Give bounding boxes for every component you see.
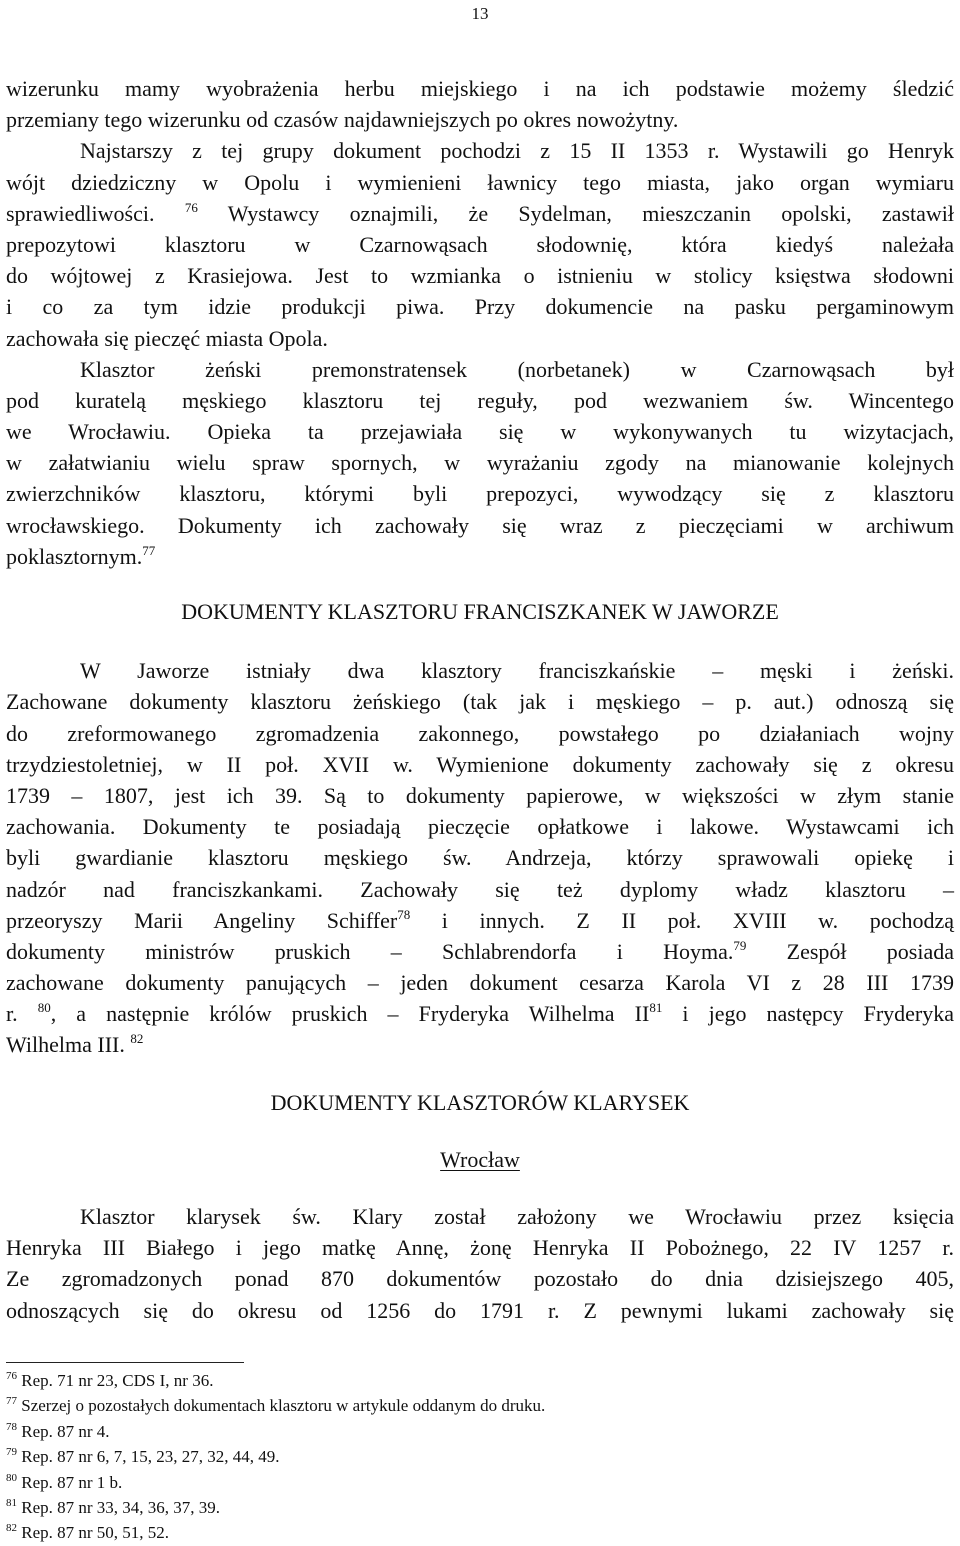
text-line: wizerunku mamy wyobrażenia herbu miejskiego i na ich podstawie możemy śledzić (6, 76, 954, 101)
footnote-ref-80[interactable]: 80 (37, 1000, 51, 1016)
footnote-number: 81 (6, 1496, 17, 1509)
footnote-text: Rep. 87 nr 33, 34, 36, 37, 39. (17, 1497, 221, 1517)
footnote (6, 1368, 954, 1393)
text-line: W Jaworze istniały dwa klasztory franciszkańskie – męski i żeński. (80, 658, 954, 684)
text-run: i jego następcy Fryderyka (662, 1001, 954, 1027)
text-line: Klasztor klarysek św. Klary został założony we Wrocławiu przez księcia (80, 1204, 954, 1229)
text-line: zachowała się pieczęć miasta Opola. (6, 325, 328, 351)
text-line: i co za tym idzie produkcji piwa. Przy dokumencie na pasku pergaminowym (6, 294, 954, 320)
footnote (6, 1495, 954, 1520)
text-run: przeoryszy Marii Angeliny Schiffer (6, 907, 398, 933)
footnote-text: Rep. 87 nr 6, 7, 15, 23, 27, 32, 44, 49. (17, 1447, 280, 1467)
text-run: sprawiedliwości. (6, 200, 185, 226)
section-heading: DOKUMENTY KLASZTORÓW KLARYSEK (270, 1089, 690, 1115)
footnote-ref-82[interactable]: 82 (130, 1031, 144, 1047)
text-run: i innych. Z II poł. XVIII w. pochodzą (410, 907, 955, 933)
text-line: Ze zgromadzonych ponad 870 dokumentów pozostało do dnia dzisiejszego 405, (6, 1266, 954, 1292)
text-run: dokumenty ministrów pruskich – Schlabrendorfa i Hoyma. (6, 938, 734, 964)
text-line: wójt dziedziczny w Opolu i wymienieni ławnicy tego miasta, jako organ wymiaru (6, 169, 954, 195)
footnote-text: Rep. 71 nr 23, CDS I, nr 36. (17, 1371, 214, 1390)
page-number: 13 (471, 4, 489, 23)
text-line: Klasztor żeński premonstratensek (norbetanek) w Czarnowąsach był (80, 356, 954, 382)
footnote-text: Rep. 87 nr 4. (17, 1421, 110, 1441)
footnote-number: 77 (6, 1395, 17, 1408)
footnote-number: 78 (6, 1420, 17, 1433)
subheading-text: Wrocław (440, 1146, 520, 1172)
text-run: r. (6, 1001, 38, 1027)
text-line: wrocławskiego. Dokumenty ich zachowały się wraz z pieczęciami w archiwum (6, 512, 954, 538)
footnote-ref-77[interactable]: 77 (142, 542, 156, 558)
text-line: prepozytowi klasztoru w Czarnowąsach słodownię, która kiedyś należała (6, 231, 954, 257)
spacer (6, 572, 954, 596)
footnote-ref-81[interactable]: 81 (649, 1000, 663, 1016)
footnote-number: 82 (6, 1522, 17, 1535)
text-line: Henryka III Białego i jego matkę Annę, żonę Henryka II Pobożnego, 22 IV 1257 r. (6, 1235, 954, 1261)
text-run: Zespół posiada (746, 938, 954, 964)
text-line: Najstarszy z tej grupy dokument pochodzi z 15 II 1353 r. Wystawili go Henryk (80, 138, 954, 164)
footnote-ref-79[interactable]: 79 (733, 937, 747, 953)
footnote-ref-78[interactable]: 78 (397, 906, 411, 922)
text-line: we Wrocławiu. Opieka ta przejawiała się w wykonywanych tu wizytacjach, (6, 419, 954, 445)
text-line: trzydziestoletniej, w II poł. XVII w. Wymienione dokumenty zachowały się z okresu (6, 751, 954, 777)
footnote-ref-76[interactable]: 76 (184, 199, 198, 215)
subsection-heading (6, 1144, 954, 1175)
text-line: do zreformowanego zgromadzenia zakonnego, powstałego po działaniach wojny (6, 720, 954, 746)
text-line: byli gwardianie klasztoru męskiego św. Andrzeja, którzy sprawowali opiekę i (6, 845, 954, 871)
text-line: w załatwianiu wielu spraw spornych, w wyrażaniu zgody na mianowanie kolejnych (6, 450, 954, 476)
text-run: Wystawcy oznajmili, że Sydelman, mieszczanin opolski, zastawił (197, 200, 954, 226)
footnote-number: 79 (6, 1446, 17, 1459)
spacer (6, 627, 954, 655)
section-heading: DOKUMENTY KLASZTORU FRANCISZKANEK W JAWORZE (181, 599, 779, 624)
body-text (6, 73, 954, 1326)
text-line: zachowane dokumenty panujących – jeden dokument cesarza Karola VI z 28 III 1739 (6, 970, 954, 996)
text-line: odnoszących się do okresu od 1256 do 1791 r. Z pewnymi lukami zachowały się (6, 1297, 954, 1323)
text-line (6, 1029, 954, 1060)
footnotes (6, 1368, 954, 1546)
footnote-number: 80 (6, 1471, 17, 1484)
footnote-text: Rep. 87 nr 50, 51, 52. (17, 1523, 170, 1543)
footnote-text: Rep. 87 nr 1 b. (17, 1472, 123, 1492)
text-line: zwierzchników klasztoru, którymi byli prepozyci, wywodzący się z klasztoru (6, 481, 954, 507)
footnote-text: Szerzej o pozostałych dokumentach klasztoru w artykule oddanym do druku. (17, 1396, 546, 1416)
text-line: pod kuratelą męskiego klasztoru tej reguły, pod wezwaniem św. Wincentego (6, 387, 954, 413)
text-line (6, 998, 954, 1029)
text-line (6, 198, 954, 229)
footnote (6, 1444, 954, 1469)
footnote-divider (6, 1362, 244, 1363)
footnote (6, 1419, 954, 1444)
spacer (6, 1118, 954, 1144)
text-line: nadzór nad franciszkankami. Zachowały się też dyplomy władz klasztoru – (6, 876, 954, 902)
footnote-number: 76 (6, 1370, 17, 1382)
footnote (6, 1520, 954, 1545)
spacer (6, 1175, 954, 1201)
text-line: zachowania. Dokumenty te posiadają pieczęcie opłatkowe i lakowe. Wystawcami ich (6, 814, 954, 840)
footnote (6, 1393, 954, 1418)
spacer (6, 1061, 954, 1087)
text-line (6, 905, 954, 936)
text-run: , a następnie królów pruskich – Fryderyka Wilhelma II (50, 1001, 650, 1027)
text-run: poklasztornym. (6, 543, 143, 569)
text-line: Zachowane dokumenty klasztoru żeńskiego (tak jak i męskiego – p. aut.) odnoszą się (6, 689, 954, 715)
text-line (6, 541, 954, 572)
footnote (6, 1470, 954, 1495)
text-line: 1739 – 1807, jest ich 39. Są to dokumenty papierowe, w większości w złym stanie (6, 782, 954, 808)
text-run: Wilhelma III. (6, 1032, 131, 1058)
text-line (6, 936, 954, 967)
text-line: przemiany tego wizerunku od czasów najdawniejszych po okres nowożytny. (6, 107, 679, 133)
text-line: do wójtowej z Krasiejowa. Jest to wzmianka o istnieniu w stolicy księstwa słodowni (6, 263, 954, 289)
